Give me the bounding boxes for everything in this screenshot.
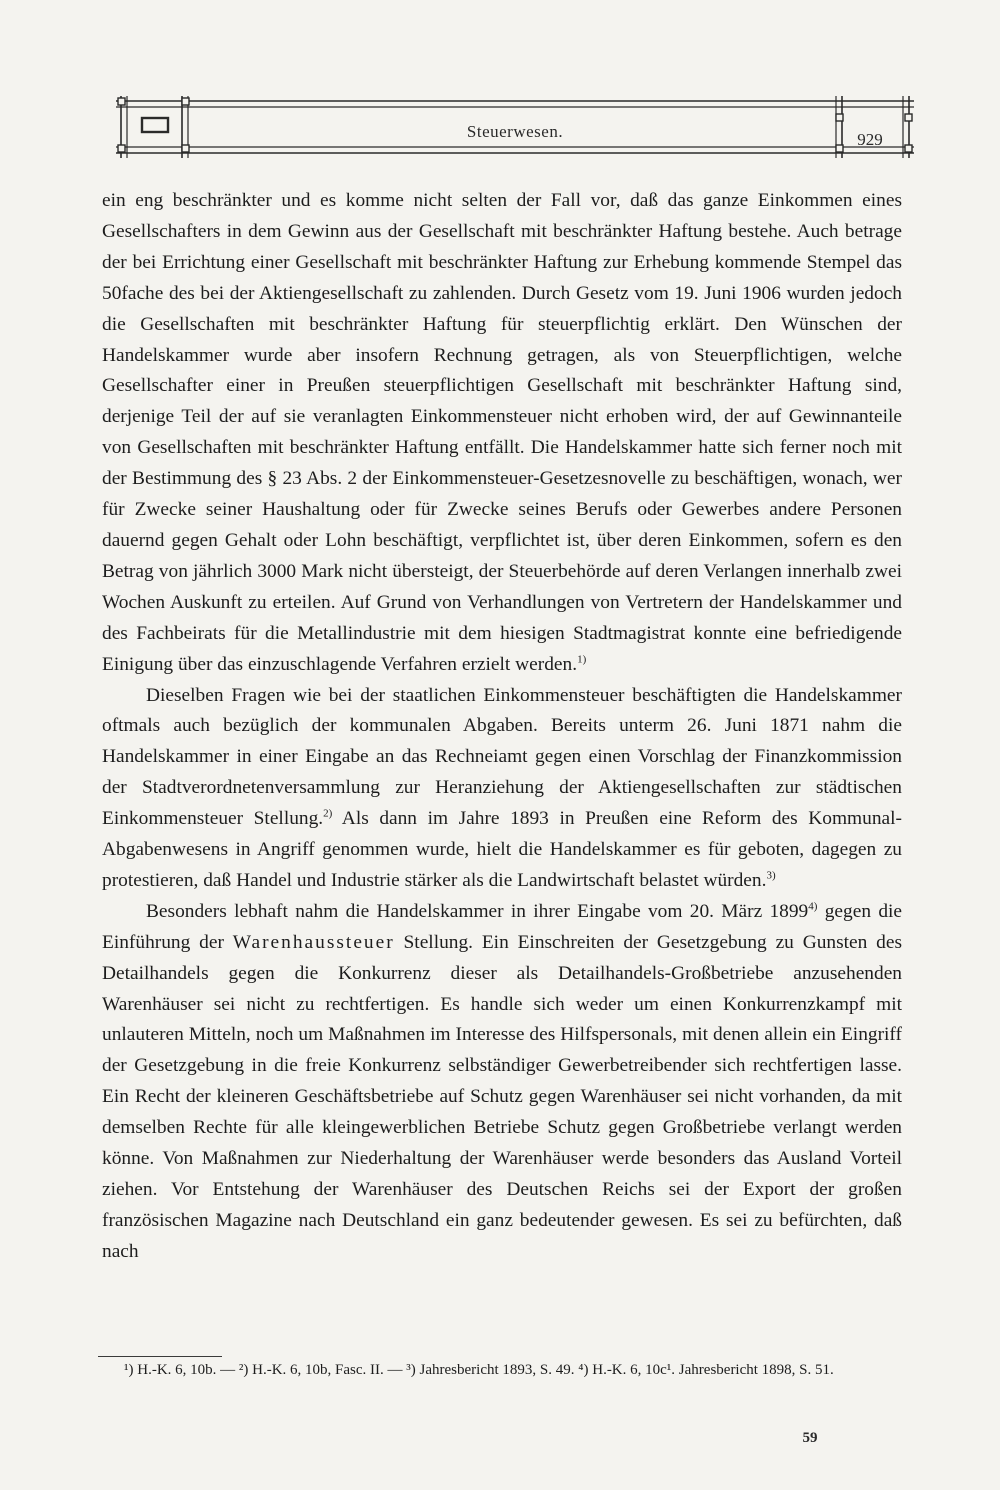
footnote-marker: 3) <box>766 869 776 882</box>
sheet-number: 59 <box>802 1430 818 1446</box>
footnote-marker: 4) <box>808 900 818 913</box>
paragraph-text: ein eng beschränkter und es komme nicht selten der Fall vor, daß das ganze Einkommen eines Gesellschafters in dem Gewinn aus der Gesellschaft mit beschränkter Haftung bestehe. Auch betrage der bei Errichtung einer Gesellschaft mit beschränkter Haftung zur Erhebung kommende Stempel das 50fache des bei der Aktiengesellschaft zu zahlenden. Durch Gesetz vom 19. Juni 1906 wurden jedoch die Gesellschaften mit beschränkter Haftung für steuerpflichtig erklärt. Den Wünschen der Handelskammer wurde aber insofern Rechnung getragen, als von Steuerpflichtigen, welche Gesellschafter einer in Preußen steuerpflichtigen Gesellschaft mit beschränkter Haftung sind, derjenige Teil der auf sie veranlagten Einkommensteuer nicht erhoben wird, der auf Gewinnanteile von Gesellschaften mit beschränkter Haftung entfällt. Die Handelskammer hatte sich ferner noch mit der Bestimmung des § 23 Abs. 2 der Einkommensteuer-Gesetzesnovelle zu beschäftigen, wonach, wer für Zwecke seiner Haushaltung oder für Zwecke seines Berufs oder Gewerbes andere Personen dauernd gegen Gehalt oder Lohn beschäftigt, verpflichtet ist, über deren Einkommen, sofern es den Betrag von jährlich 3000 Mark nicht übersteigt, der Steuerbehörde auf deren Verlangen innerhalb zwei Wochen Auskunft zu erteilen. Auf Grund von Verhandlungen von Vertretern der Handelskammer und des Fachbeirats für die Metallindustrie mit dem hiesigen Stadtmagistrat konnte eine befriedigende Einigung über das einzuschlagende Verfahren erzielt werden. <box>102 190 902 675</box>
footnotes <box>92 1360 902 1381</box>
footnote-text: ¹) H.-K. 6, 10b. — ²) H.-K. 6, 10b, Fasc. II. — ³) Jahresbericht 1893, S. 49. ⁴) H.-K. 6, 10c¹. Jahresbericht 1898, S. 51. <box>124 1362 834 1378</box>
paragraph-text: Besonders lebhaft nahm die Handelskammer in ihrer Eingabe vom 20. März 1899 <box>146 900 809 922</box>
footnote-marker: 2) <box>323 807 333 820</box>
page-number: 929 <box>857 130 883 149</box>
running-title: Steuerwesen. <box>466 122 564 141</box>
paragraph-text: Dieselben Fragen wie bei der staatlichen Einkommensteuer beschäftigten die Handelskammer oftmals auch bezüglich der kommunalen Abgaben. Bereits unterm 26. Juni 1871 nahm die Handelskammer in einer Eingabe an das Rechneiamt gegen einen Vorschlag der Finanzkommission der Stadtverordnetenversammlung zur Heranziehung der Aktiengesellschaften zur städtischen Einkommensteuer Stellung. <box>102 684 902 830</box>
paragraph-text: gegen die Einführung der <box>102 900 903 953</box>
footnote-divider <box>98 1356 222 1357</box>
paragraph <box>102 186 902 681</box>
paragraph-text: Stellung. Ein Einschreiten der Gesetzgebung zu Gunsten des Detailhandels gegen die Konkurrenz dieser als Detailhandels-Großbetriebe anzusehenden Warenhäuser sei nicht zu rechtfertigen. Es handle sich weder um einen Konkurrenzkampf mit unlauteren Mitteln, noch um Maßnahmen im Interesse des Hilfspersonals, mit denen allein ein Eingriff der Gesetzgebung in die freie Konkurrenz selbständiger Gewerbetreibender sich rechtfertigen lasse. Ein Recht der kleineren Geschäftsbetriebe auf Schutz gegen Warenhäuser sei nicht vorhanden, da mit demselben Rechte für alle kleingewerblichen Betriebe Schutz gegen Großbetriebe verlangt werden könne. Von Maßnahmen zur Niederhaltung der Warenhäuser werde besonders das Ausland Vorteil ziehen. Vor Entstehung der Warenhäuser des Deutschen Reichs sei der Export der großen französischen Magazine nach Deutschland ein ganz bedeutender gewesen. Es sei zu befürchten, daß nach <box>102 931 902 1262</box>
body-text <box>102 186 902 1268</box>
paragraph <box>102 897 902 1268</box>
paragraph <box>102 681 902 897</box>
running-head-frame <box>116 96 914 158</box>
footnote-marker: 1) <box>577 653 587 666</box>
paragraph-text: Als dann im Jahre 1893 in Preußen eine Reform des Kommunal-Abgabenwesens in Angriff genommen wurde, hielt die Handelskammer es für geboten, dagegen zu protestieren, daß Handel und Industrie stärker als die Landwirtschaft belastet würden. <box>102 808 902 891</box>
emphasized-term: Warenhaussteuer <box>232 931 395 953</box>
